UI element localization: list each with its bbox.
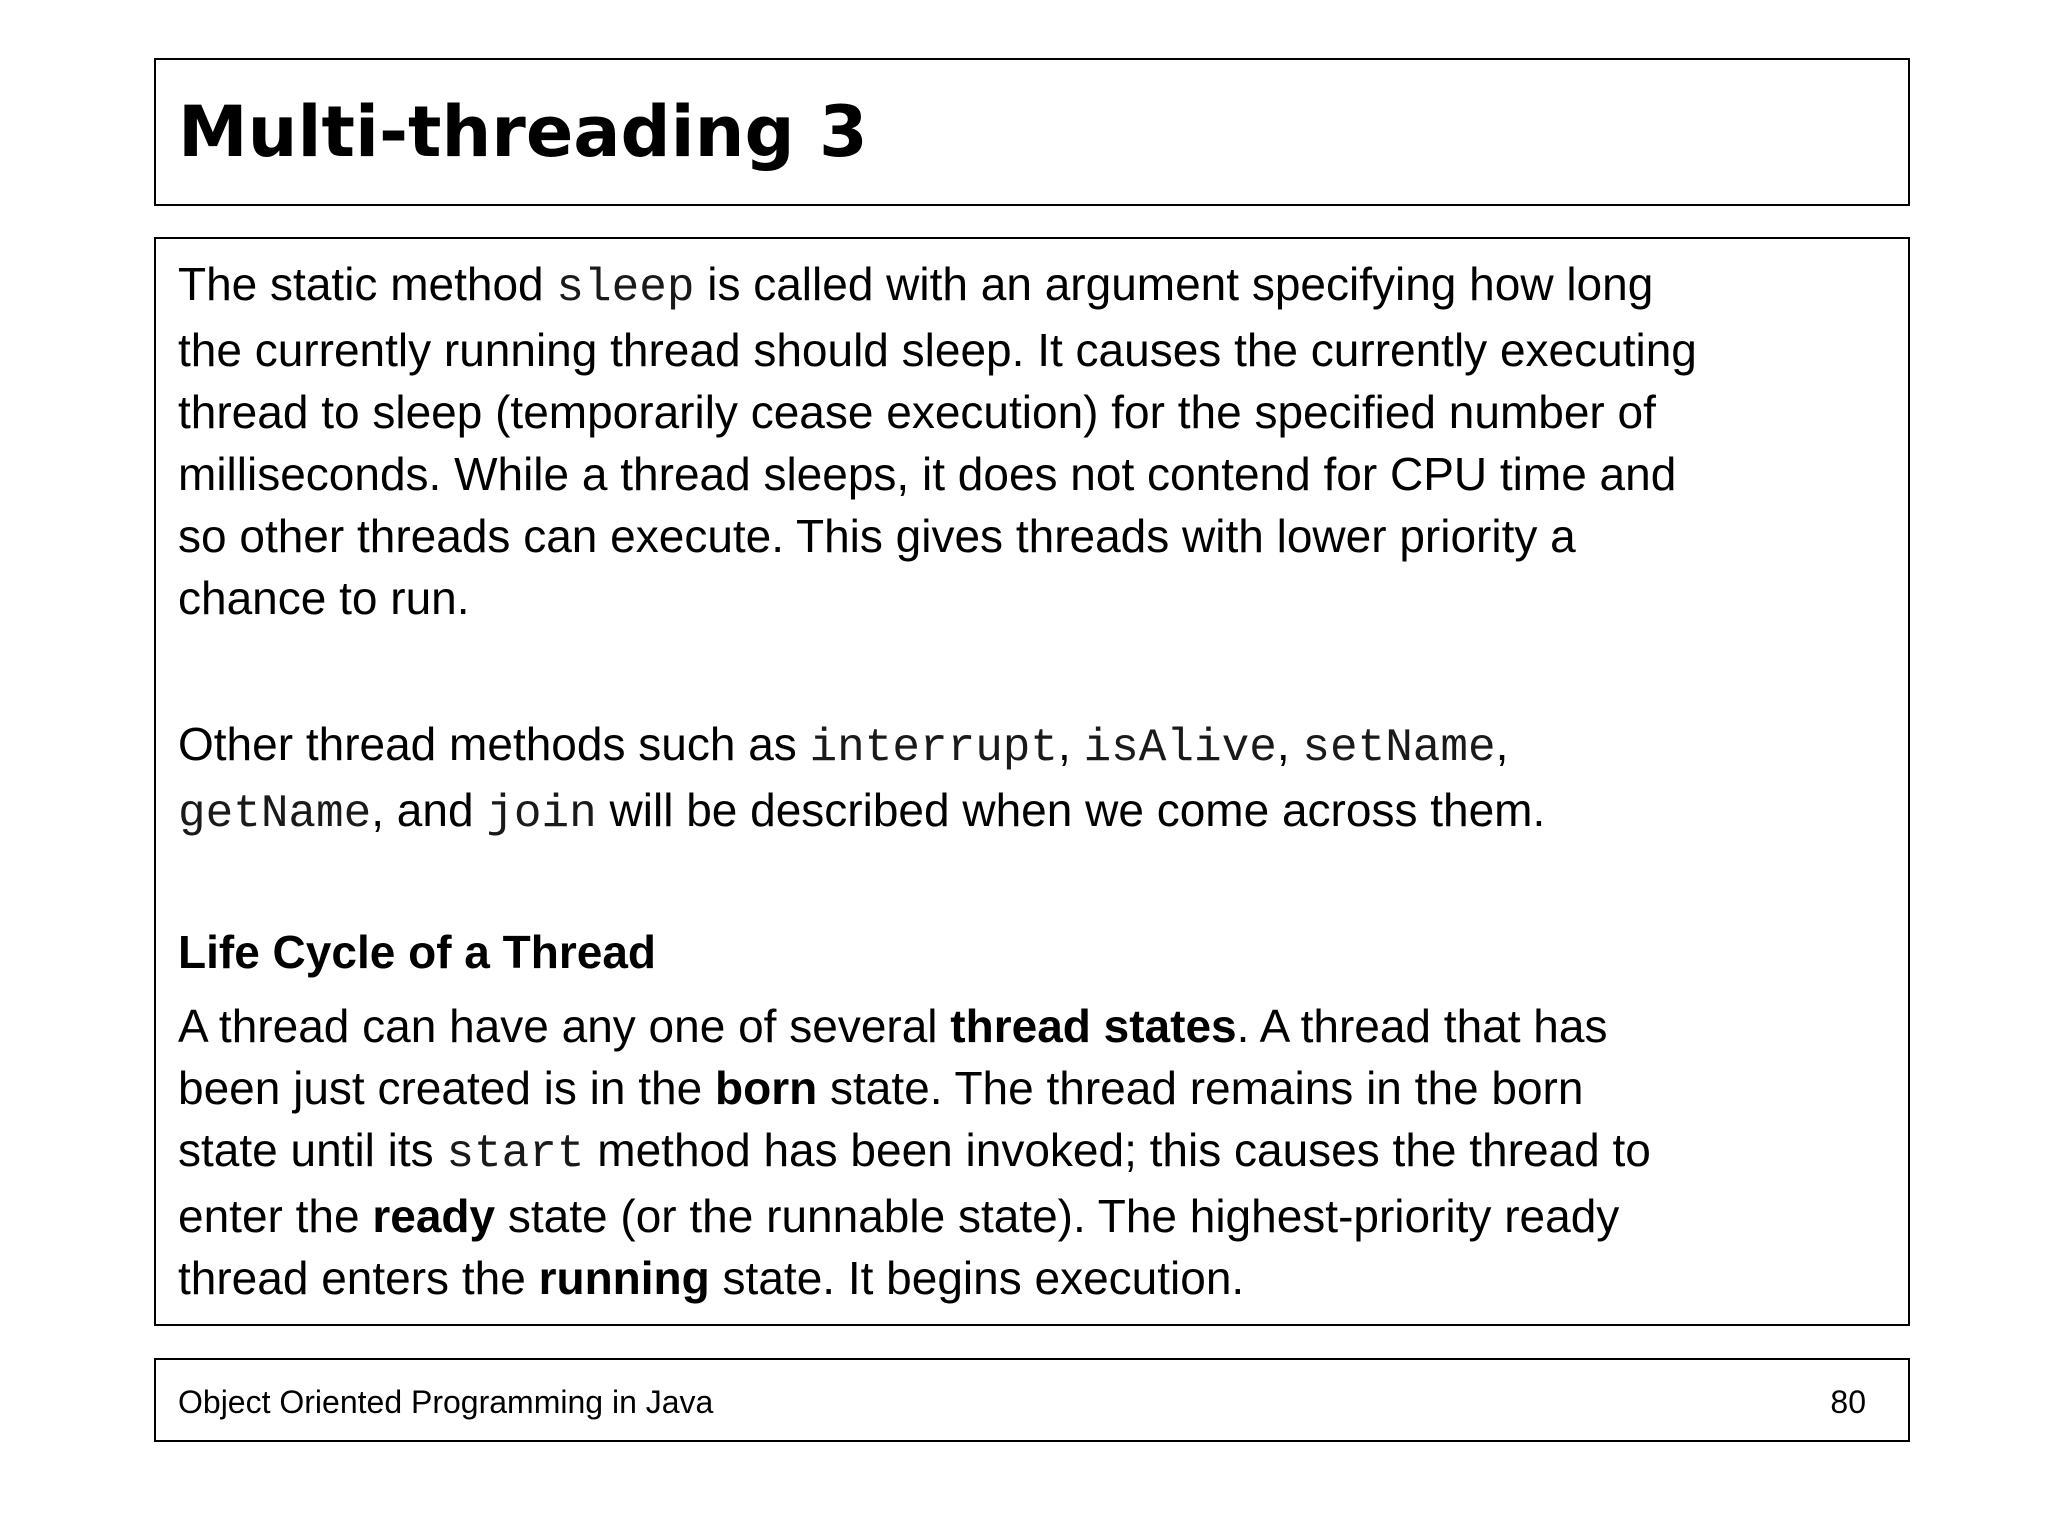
code-sleep: sleep — [556, 262, 695, 314]
footer-box — [154, 1358, 1910, 1442]
text-run: state until its — [178, 1124, 447, 1176]
bold-term: running — [538, 1252, 710, 1304]
text-line — [178, 1247, 1651, 1309]
text-line — [178, 1185, 1651, 1247]
text-line — [178, 253, 1697, 319]
text-run: thread enters the — [178, 1252, 539, 1304]
text-run: method has been invoked; this causes the thread to — [584, 1124, 1651, 1176]
bold-term: ready — [372, 1190, 496, 1242]
code-start: start — [446, 1128, 585, 1180]
code-isalive: isAlive — [1083, 722, 1277, 774]
text-run: , — [1276, 718, 1303, 770]
text-run: state. It begins execution. — [709, 1252, 1245, 1304]
text-line — [178, 1119, 1651, 1185]
text-run: The static method — [178, 258, 557, 310]
text-run: been just created is in the — [178, 1062, 715, 1114]
text-run: . A thread that has — [1236, 1000, 1608, 1052]
title-box — [154, 58, 1910, 206]
text-line — [178, 713, 1545, 779]
footer-course-title: Object Oriented Programming in Java — [178, 1384, 714, 1420]
section-heading: Life Cycle of a Thread — [178, 926, 657, 978]
text-run: , and — [371, 784, 487, 836]
page-number: 80 — [1830, 1384, 1866, 1420]
text-run: , — [1495, 718, 1509, 770]
slide-title: Multi-threading 3 — [178, 91, 868, 173]
text-run: A thread can have any one of several — [178, 1000, 951, 1052]
text-line: the currently running thread should sleep. It causes the currently executing — [178, 324, 1697, 376]
bold-term: thread states — [950, 1000, 1237, 1052]
text-run: Other thread methods such as — [178, 718, 810, 770]
text-run: state (or the runnable state). The highest-priority ready — [495, 1190, 1620, 1242]
text-line — [178, 779, 1545, 845]
text-run: enter the — [178, 1190, 373, 1242]
code-interrupt: interrupt — [809, 722, 1059, 774]
code-setname: setName — [1302, 722, 1496, 774]
code-join: join — [486, 788, 597, 840]
text-line: so other threads can execute. This gives threads with lower priority a — [178, 510, 1576, 562]
text-line — [178, 995, 1651, 1057]
text-run: is called with an argument specifying how long — [694, 258, 1654, 310]
text-line: thread to sleep (temporarily cease execution) for the specified number of — [178, 386, 1656, 438]
bold-term: born — [715, 1062, 818, 1114]
content-box — [154, 237, 1910, 1326]
code-getname: getName — [178, 788, 372, 840]
text-run: state. The thread remains in the born — [817, 1062, 1584, 1114]
text-line: milliseconds. While a thread sleeps, it does not contend for CPU time and — [178, 448, 1677, 500]
sleep-paragraph — [178, 253, 1697, 629]
text-line — [178, 1057, 1651, 1119]
text-run: , — [1058, 718, 1084, 770]
text-run: will be described when we come across them. — [596, 784, 1546, 836]
life-cycle-paragraph — [178, 995, 1651, 1309]
other-methods-paragraph — [178, 713, 1545, 845]
text-line: chance to run. — [178, 572, 470, 624]
